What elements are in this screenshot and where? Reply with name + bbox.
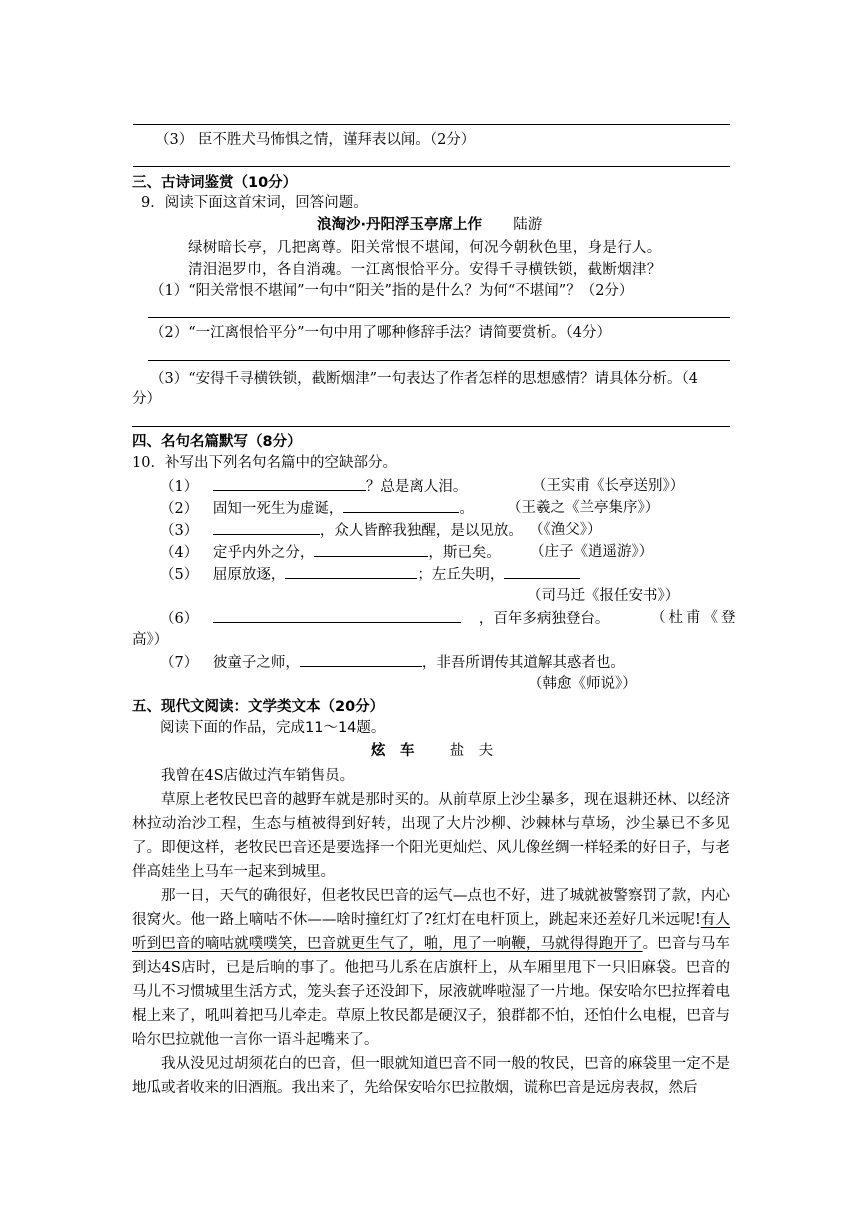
item-source: （司马迁《报任安书》） (527, 588, 680, 604)
item-text: 屈原放逐， (212, 567, 286, 583)
story-title: 炫 车 (371, 743, 415, 759)
answer-line[interactable] (133, 124, 730, 125)
answer-line[interactable] (148, 360, 730, 361)
item-source: （韩愈《师说》） (528, 676, 637, 692)
question-10-intro: 10．补写出下列名句名篇中的空缺部分。 (132, 455, 397, 471)
item-source-wrap: 高》） (132, 632, 169, 648)
item-text: ；左丘失明， (417, 567, 505, 583)
item-text: 定乎内外之分， (212, 545, 315, 561)
recitation-item-6 (160, 608, 609, 629)
fill-blank[interactable] (343, 498, 459, 513)
fill-blank[interactable] (285, 564, 417, 579)
story-text: 那一日，天气的确很好，但老牧民巴音的运气—点也不好，进了城就被警察罚了款，内心很窝火。他一路上嘀咕不休——啥时撞红灯了?红灯在电杆顶上，跳起来还差好几米远呢! (132, 888, 730, 928)
question-9-3: （3）“安得千寻横铁锁，截断烟津”一句表达了作者怎样的思想感情？请具体分析。（4 (150, 371, 699, 387)
fill-blank[interactable] (213, 608, 461, 623)
answer-line[interactable] (148, 317, 730, 318)
story-paragraph-3 (132, 884, 730, 1052)
recitation-item-2 (160, 498, 474, 519)
item-text: 彼童子之师， (212, 655, 300, 671)
item-text: ，众人皆醉我独醒，是以见放。 (319, 523, 523, 539)
item-text: ，斯已矣。 (428, 545, 501, 561)
fill-blank[interactable] (300, 652, 422, 667)
poem-author: 陆游 (513, 217, 543, 233)
section-4-heading: 四、名句名篇默写（8分） (132, 434, 302, 450)
poem-title: 浪淘沙·丹阳浮玉亭席上作 (317, 217, 483, 233)
item-text: ？总是离人泪。 (365, 479, 468, 495)
underlined-sentence: 有人听到巴音的嘀咕就噗噗笑，巴音就更生气了，啪，甩了一响鞭，马就得得跑开了 (132, 912, 731, 952)
question-2-3: （3） 臣不胜犬马怖惧之情，谨拜表以闻。（2分） (155, 132, 476, 148)
recitation-item-1 (160, 476, 467, 497)
item-number: （5） (160, 567, 199, 583)
item-number: （2） (160, 501, 199, 517)
question-9-1: （1）“阳关常恨不堪闻”一句中“阳关”指的是什么？为何“不堪闻”？（2分） (150, 283, 634, 299)
poem-line-1: 绿树暗长亭，几把离尊。阳关常恨不堪闻，何况今朝秋色里，身是行人。 (188, 240, 662, 256)
recitation-item-3 (160, 520, 523, 541)
fill-blank[interactable] (504, 564, 580, 579)
item-number: （4） (160, 545, 199, 561)
item-number: （3） (160, 523, 199, 539)
item-text: ，非吾所谓传其道解其惑者也。 (421, 655, 625, 671)
poem-title-line (317, 215, 542, 235)
fill-blank[interactable] (314, 542, 428, 557)
story-paragraph-1: 我曾在4S店做过汽车销售员。 (161, 768, 355, 784)
item-text: 。 (459, 501, 474, 517)
fill-blank[interactable] (213, 520, 320, 535)
story-paragraph-2: 草原上老牧民巴音的越野车就是那时买的。从前草原上沙尘暴多，现在退耕还林、以经济林拉动治沙工程，生态与植被得到好转，出现了大片沙柳、沙棘林与草场，沙尘暴已不多见了。即便这样，老牧民巴音还是要选择一个阳光更灿烂、风儿像丝绸一样轻柔的好日子，与老伴高娃坐上马车一起来到城里。 (132, 792, 730, 880)
answer-line[interactable] (132, 426, 730, 427)
question-9-2: （2）“一江离恨恰平分”一句中用了哪种修辞手法？请简要赏析。（4分） (150, 325, 612, 341)
question-9-3-wrap: 分） (132, 391, 161, 407)
item-text: ，百年多病独登台。 (478, 611, 610, 627)
section-5-heading: 五、现代文阅读：文学类文本（20分） (132, 699, 385, 715)
answer-line[interactable] (133, 166, 730, 167)
recitation-item-4 (160, 542, 501, 563)
item-number: （1） (160, 479, 199, 495)
story-title-line (371, 741, 493, 761)
question-9-intro: 9．阅读下面这首宋词，回答问题。 (141, 195, 368, 211)
item-source: （庄子《逍遥游》） (530, 544, 654, 560)
recitation-item-5 (160, 564, 580, 585)
story-paragraph-4: 我从没见过胡须花白的巴音，但一眼就知道巴音不同一般的牧民，巴音的麻袋里一定不是地瓜或者收来的旧酒瓶。我出来了，先给保安哈尔巴拉散烟，谎称巴音是远房表叔，然后 (132, 1056, 730, 1096)
item-source: （王羲之《兰亭集序》） (507, 500, 660, 516)
item-source: （杜甫《登 (651, 610, 739, 626)
item-number: （7） (160, 655, 199, 671)
story-text: 。巴音与马车到达4S店时，已是后晌的事了。他把马儿系在店旗杆上，从车厢里甩下一只旧麻袋。巴音的马儿不习惯城里生活方式，笼头套子还没卸下，尿液就哗啦湿了一片地。保安哈尔巴拉挥着电棍上来了，吼叫着把马儿牵走。草原上牧民都是硬汉子，狼群都不怕，还怕什么电棍，巴音与哈尔巴拉就他一言你一语斗起嘴来了。 (132, 936, 730, 1048)
story-author: 盐 夫 (449, 743, 494, 759)
poem-line-2: 清泪浥罗巾，各自消魂。一江离恨恰平分。安得千寻横铁锁，截断烟津？ (188, 262, 662, 278)
item-number: （6） (160, 611, 199, 627)
item-source: （王实甫《长亭送别》） (532, 478, 685, 494)
recitation-item-7 (160, 652, 625, 673)
section-5-intro: 阅读下面的作品，完成11～14题。 (160, 720, 386, 736)
item-text: 固知一死生为虚诞， (212, 501, 344, 517)
item-source: （《渔父》） (529, 522, 602, 538)
fill-blank[interactable] (213, 476, 366, 491)
section-3-heading: 三、古诗词鉴赏（10分） (132, 175, 298, 191)
